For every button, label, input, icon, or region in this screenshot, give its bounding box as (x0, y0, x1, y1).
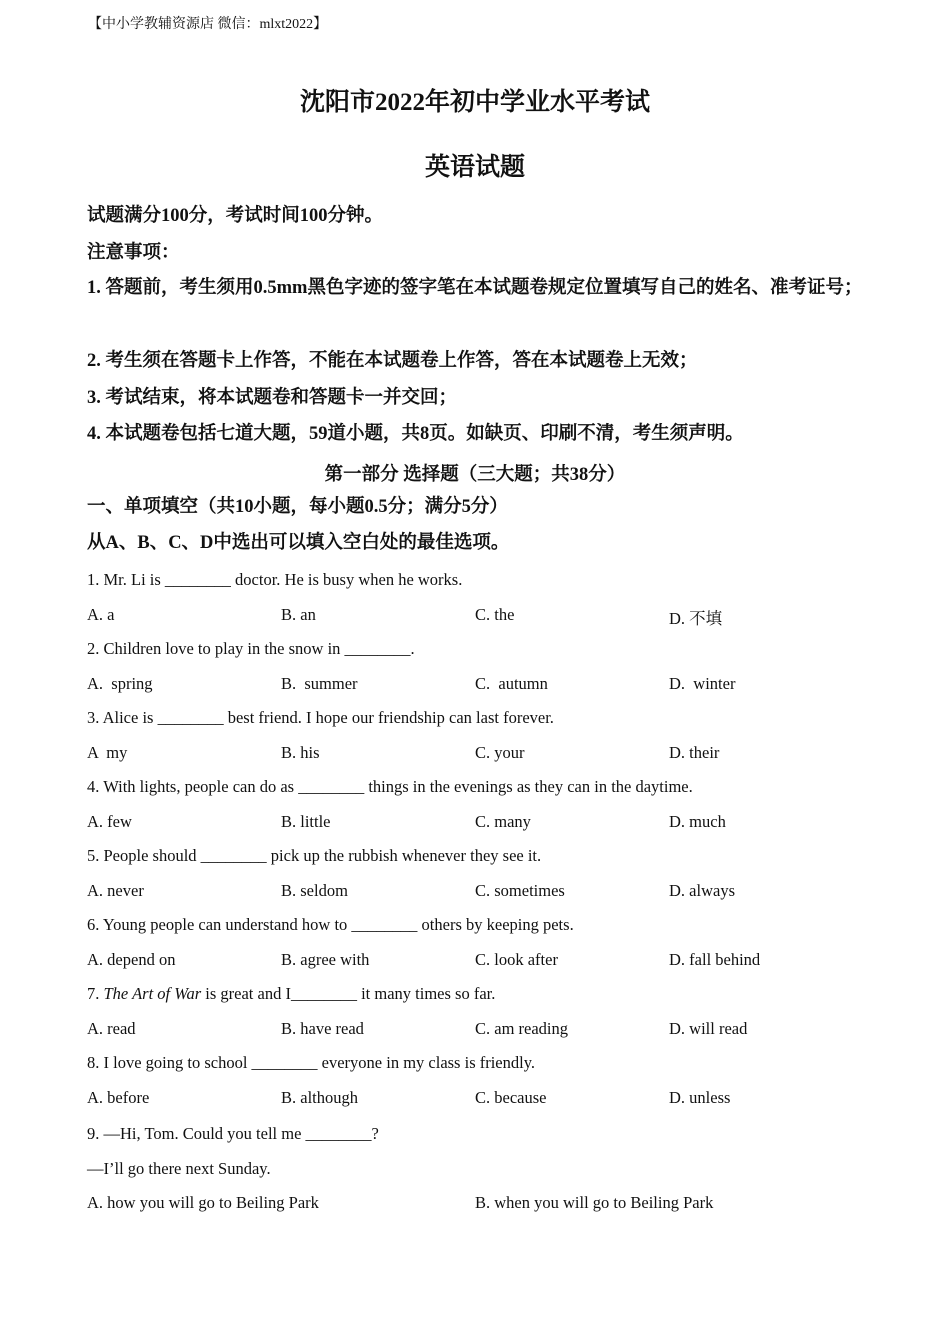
question-6-stem (87, 915, 877, 935)
question-8-options (87, 1088, 867, 1112)
question-number: 5. (87, 846, 100, 865)
option-c: C. am reading (475, 1019, 569, 1038)
question-8-stem (87, 1053, 877, 1073)
option-d: D. will read (669, 1019, 748, 1038)
option-d: D. unless (669, 1088, 731, 1107)
section-direction: 从A、B、C、D中选出可以填入空白处的最佳选项。 (87, 533, 510, 553)
instruction-line: 试题满分100分，考试时间100分钟。 (87, 206, 384, 226)
option-d: D. fall behind (669, 950, 761, 969)
section-heading: 一、单项填空（共10小题，每小题0.5分；满分5分） (87, 497, 508, 517)
instruction-line: 3. 考试结束，将本试题卷和答题卡一并交回； (87, 388, 458, 408)
question-text: Young people can understand how to ________ others by keeping pets. (102, 915, 574, 934)
question-7-stem (87, 984, 877, 1004)
question-text: With lights, people can do as ________ things in the evenings as they can in the daytime. (103, 777, 693, 796)
question-text: People should ________ pick up the rubbish whenever they see it. (103, 846, 542, 865)
question-7-options (87, 1019, 867, 1043)
option-a: A. few (87, 812, 132, 831)
option-a: A my (87, 743, 128, 762)
option-a: A. never (87, 881, 144, 900)
book-title: The Art of War (103, 984, 202, 1003)
option-d: D. 不填 (669, 609, 723, 628)
option-c: C. the (475, 605, 515, 624)
instruction-line: 注意事项： (87, 243, 180, 263)
option-b: B. when you will go to Beiling Park (475, 1193, 714, 1212)
question-text: Alice is ________ best friend. I hope our friendship can last forever. (102, 708, 554, 727)
option-b: B. summer (281, 674, 358, 693)
instruction-line: 2. 考生须在答题卡上作答，不能在本试题卷上作答，答在本试题卷上无效； (87, 351, 698, 371)
exam-title: 沈阳市2022年初中学业水平考试 (299, 89, 650, 116)
option-b: B. although (281, 1088, 358, 1107)
question-5-stem (87, 846, 877, 866)
option-d: D. much (669, 812, 726, 831)
question-text: Children love to play in the snow in ________. (103, 639, 415, 658)
option-c: C. autumn (475, 674, 548, 693)
question-9-line-1: 9. —Hi, Tom. Could you tell me ________? (87, 1124, 379, 1143)
question-9-options (87, 1193, 867, 1217)
header-watermark: 【中小学教辅资源店 微信：mlxt2022】 (88, 17, 328, 32)
question-2-options (87, 674, 867, 698)
question-6-options (87, 950, 867, 974)
question-5-options (87, 881, 867, 905)
option-a: A. spring (87, 674, 153, 693)
question-number: 2. (87, 639, 100, 658)
option-c: C. look after (475, 950, 558, 969)
option-d: D. their (669, 743, 720, 762)
option-b: B. little (281, 812, 331, 831)
option-b: B. an (281, 605, 316, 624)
question-4-options (87, 812, 867, 836)
question-1-stem (87, 570, 877, 590)
option-a: A. a (87, 605, 115, 624)
question-2-stem (87, 639, 877, 659)
option-b: B. have read (281, 1019, 364, 1038)
question-text: Mr. Li is ________ doctor. He is busy when he works. (103, 570, 463, 589)
question-number: 6. (87, 915, 100, 934)
option-b: B. seldom (281, 881, 348, 900)
instruction-line: 1. 答题前，考生须用0.5mm黑色字迹的签字笔在本试题卷规定位置填写自己的姓名、准考证号； (87, 278, 863, 298)
option-b: B. his (281, 743, 320, 762)
option-d: D. winter (669, 674, 736, 693)
question-number: 7. (87, 984, 100, 1003)
question-9-line-2: —I’ll go there next Sunday. (87, 1159, 271, 1178)
option-c: C. because (475, 1088, 547, 1107)
question-number: 4. (87, 777, 100, 796)
option-b: B. agree with (281, 950, 370, 969)
part-heading: 第一部分 选择题（三大题；共38分） (324, 465, 626, 485)
instruction-line: 4. 本试题卷包括七道大题，59道小题，共8页。如缺页、印刷不清，考生须声明。 (87, 424, 744, 444)
question-number: 8. (87, 1053, 100, 1072)
question-number: 1. (87, 570, 100, 589)
option-a: A. read (87, 1019, 136, 1038)
question-text: I love going to school ________ everyone in my class is friendly. (103, 1053, 536, 1072)
question-1-options (87, 605, 867, 629)
option-a: A. depend on (87, 950, 176, 969)
option-d: D. always (669, 881, 735, 900)
question-4-stem (87, 777, 877, 797)
question-3-stem (87, 708, 877, 728)
option-c: C. many (475, 812, 531, 831)
option-c: C. your (475, 743, 525, 762)
question-text-continued: is great and I________ it many times so far. (201, 984, 496, 1003)
question-3-options (87, 743, 867, 767)
exam-subtitle: 英语试题 (424, 154, 525, 181)
option-a: A. before (87, 1088, 150, 1107)
option-a: A. how you will go to Beiling Park (87, 1193, 319, 1212)
question-number: 3. (87, 708, 100, 727)
option-c: C. sometimes (475, 881, 565, 900)
